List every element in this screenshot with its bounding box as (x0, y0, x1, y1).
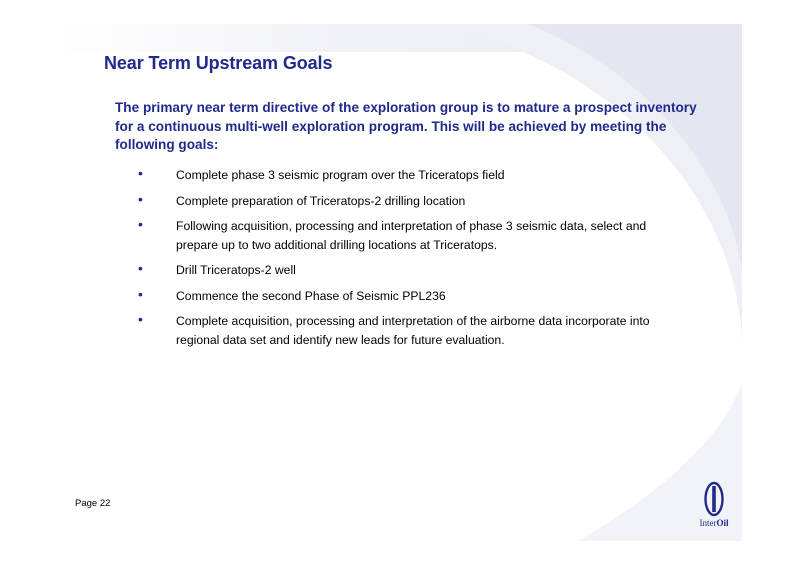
goal-text: Complete acquisition, processing and interpretation of the airborne data incorporate into regional data set and identify new leads for future evaluation. (176, 314, 650, 347)
company-logo (694, 480, 734, 534)
goal-text: Following acquisition, processing and interpretation of phase 3 seismic data, select and prepare up to two additional drilling locations at Triceratops. (176, 219, 647, 252)
list-item (138, 312, 678, 349)
slide (58, 24, 742, 541)
logo-text-inter: Inter (699, 518, 717, 528)
goal-text: Commence the second Phase of Seismic PPL236 (176, 288, 446, 303)
bullet-icon: • (138, 260, 143, 276)
logo-wordmark (694, 518, 734, 528)
list-item (138, 217, 678, 254)
goal-text: Complete preparation of Triceratops-2 drilling location (176, 193, 466, 208)
bullet-icon: • (138, 311, 143, 327)
bullet-icon: • (138, 216, 143, 232)
goal-text: Drill Triceratops-2 well (176, 263, 296, 277)
list-item (138, 261, 678, 280)
logo-text-oil: Oil (716, 518, 729, 528)
interoil-logo-icon (694, 480, 734, 518)
intro-paragraph: The primary near term directive of the exploration group is to mature a prospect inventory for a continuous multi-well exploration program. This will be achieved by meeting the following goals: (115, 100, 697, 152)
bullet-icon: • (138, 165, 143, 181)
slide-title: Near Term Upstream Goals (104, 53, 333, 73)
list-item (138, 192, 678, 211)
list-item (138, 166, 678, 185)
bullet-icon: • (138, 285, 143, 302)
page-number: Page 22 (75, 498, 111, 509)
bullet-icon: • (138, 190, 143, 207)
list-item (138, 287, 678, 306)
goal-text: Complete phase 3 seismic program over the Triceratops field (176, 168, 505, 182)
goals-list (138, 166, 678, 356)
